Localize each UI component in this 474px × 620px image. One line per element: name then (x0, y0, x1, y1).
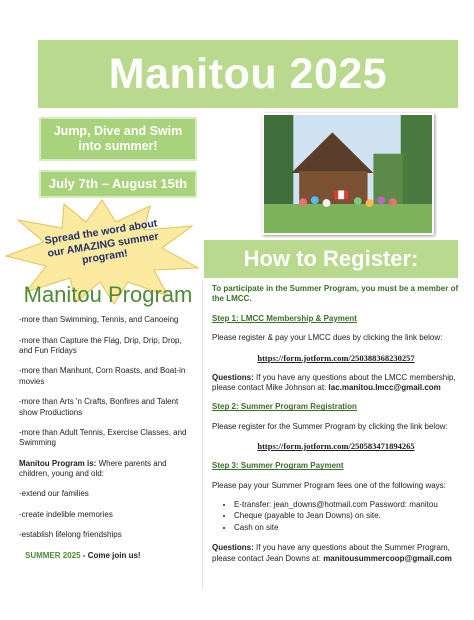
program-is (19, 459, 197, 480)
program-is-text: Where parents and children, young and old: (19, 458, 167, 479)
program-point: -extend our families (19, 489, 89, 499)
program-column (19, 283, 197, 571)
starburst-text: Spread the word about our AMAZING summer program! (43, 217, 160, 267)
step1-title: Step 1: LMCC Membership & Payment (212, 313, 357, 323)
step1-questions-text: If you have any questions about the LMCC membership, please contact Mike Johnson at: (212, 372, 456, 392)
program-point: -establish lifelong friendships (19, 530, 122, 540)
program-point: -create indelible memories (19, 509, 113, 519)
register-banner (204, 240, 458, 278)
step3-text: Please pay your Summer Program fees one of the following ways: (212, 480, 446, 490)
closing-text: - Come join us! (80, 550, 141, 560)
program-item: -more than Swimming, Tennis, and Canoeing (19, 315, 179, 325)
payment-option: • Cash on site (234, 523, 460, 533)
step1-questions (212, 373, 460, 394)
step3-email[interactable]: manitousummercoop@gmail.com (323, 553, 452, 563)
payment-option: • E-transfer: jean_downs@hotmail.com Password: manitou (234, 500, 460, 510)
register-title: How to Register: (243, 246, 419, 271)
program-item: -more than Arts 'n Crafts, Bonfires and Talent show Productions (19, 397, 179, 417)
group-photo (262, 113, 434, 235)
dates-box: July 7th – August 15th (39, 170, 197, 198)
step3-questions-text: If you have any questions about the Summer Program, please contact Jean Downs at: (212, 543, 450, 563)
tagline-box: Jump, Dive and Swim into summer! (39, 117, 197, 161)
program-item: -more than Adult Tennis, Exercise Classes, and Swimming (19, 427, 187, 448)
step2-title: Step 2: Summer Program Registration (212, 402, 357, 412)
register-intro: To participate in the Summer Program, you must be a member of the LMCC. (212, 284, 459, 304)
register-column (212, 284, 460, 573)
registration-link[interactable]: https://form.jotform.com/250583471894265 (257, 441, 415, 452)
program-item: -more than Capture the Flag, Drip, Drip, Drop, and Fun Fridays (19, 335, 182, 355)
step1-email[interactable]: lac.manitou.lmcc@gmail.com (328, 383, 441, 392)
membership-link[interactable]: https://form.jotform.com/250388368230257 (257, 352, 415, 363)
step3-questions-label: Questions: (212, 543, 254, 553)
step2-text: Please register for the Summer Program by clicking the link below: (212, 421, 448, 431)
program-title: Manitou Program (23, 282, 193, 307)
column-divider (202, 280, 203, 590)
program-is-label: Manitou Program is: (19, 458, 97, 468)
page-title: Manitou 2025 (108, 49, 388, 98)
program-item: -more than Manhunt, Corn Roasts, and Boat-in movies (19, 366, 186, 386)
title-banner (38, 40, 458, 108)
step3-title: Step 3: Summer Program Payment (212, 461, 344, 471)
closing-year: SUMMER 2025 (25, 550, 81, 560)
step1-text: Please register & pay your LMCC dues by clicking the link below: (212, 333, 443, 343)
step1-questions-label: Questions: (212, 372, 254, 382)
step3-questions (212, 543, 460, 564)
payment-options (234, 500, 460, 533)
closing-line (25, 551, 197, 561)
payment-option: • Cheque (payable to Jean Downs) on site. (234, 511, 460, 521)
